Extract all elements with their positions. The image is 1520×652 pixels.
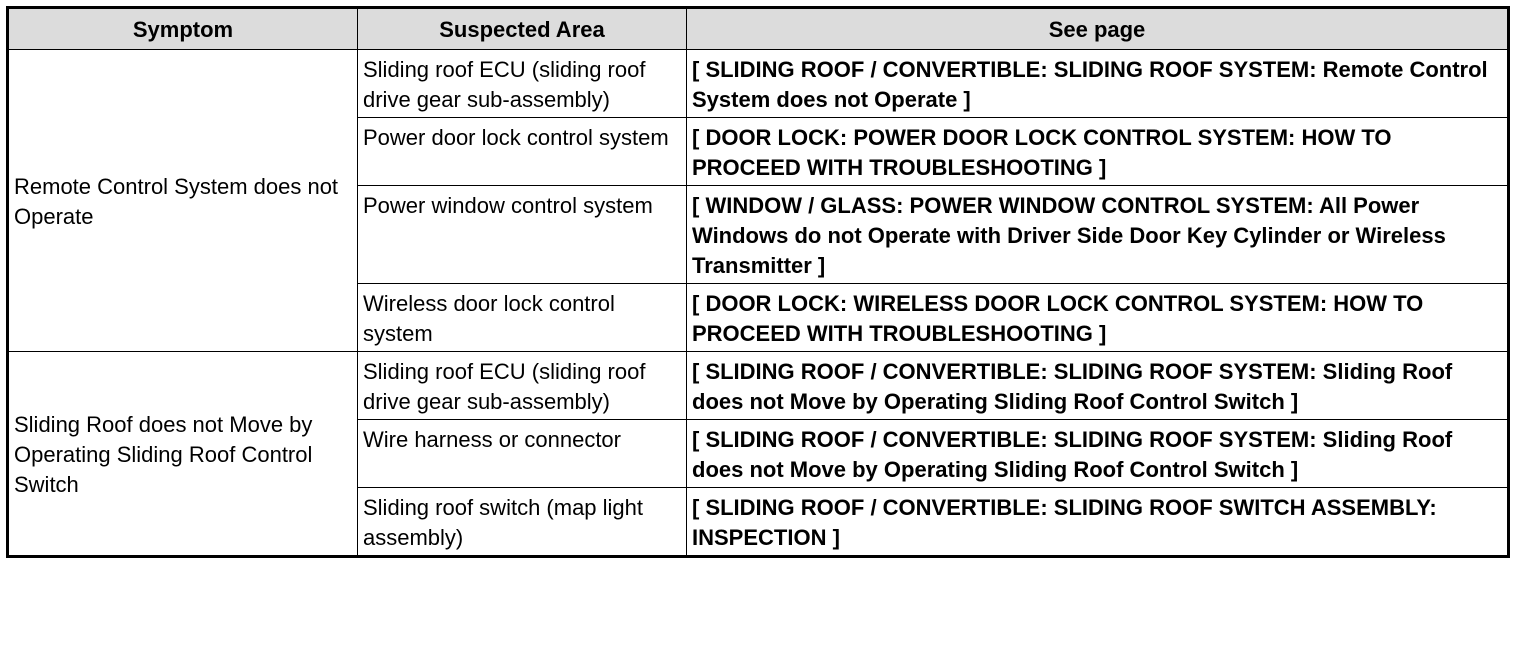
table-row [8, 50, 1509, 118]
suspected-area-cell: Wireless door lock control system [358, 284, 687, 352]
troubleshooting-table [6, 6, 1510, 558]
see-page-link[interactable]: [ DOOR LOCK: POWER DOOR LOCK CONTROL SYSTEM: HOW TO PROCEED WITH TROUBLESHOOTING ] [687, 118, 1509, 186]
see-page-link[interactable]: [ WINDOW / GLASS: POWER WINDOW CONTROL SYSTEM: All Power Windows do not Operate with Driver Side Door Key Cylinder or Wireless Transmitter ] [687, 186, 1509, 284]
suspected-area-cell: Power door lock control system [358, 118, 687, 186]
table-row [8, 352, 1509, 420]
suspected-area-cell: Wire harness or connector [358, 420, 687, 488]
suspected-area-column-header: Suspected Area [358, 8, 687, 50]
symptom-cell: Sliding Roof does not Move by Operating Sliding Roof Control Switch [8, 352, 358, 557]
table-header-row [8, 8, 1509, 50]
symptom-cell: Remote Control System does not Operate [8, 50, 358, 352]
see-page-column-header: See page [687, 8, 1509, 50]
suspected-area-cell: Sliding roof ECU (sliding roof drive gear sub-assembly) [358, 352, 687, 420]
suspected-area-cell: Sliding roof switch (map light assembly) [358, 488, 687, 557]
see-page-link[interactable]: [ DOOR LOCK: WIRELESS DOOR LOCK CONTROL SYSTEM: HOW TO PROCEED WITH TROUBLESHOOTING ] [687, 284, 1509, 352]
symptom-column-header: Symptom [8, 8, 358, 50]
see-page-link[interactable]: [ SLIDING ROOF / CONVERTIBLE: SLIDING ROOF SYSTEM: Sliding Roof does not Move by Operating Sliding Roof Control Switch ] [687, 352, 1509, 420]
see-page-link[interactable]: [ SLIDING ROOF / CONVERTIBLE: SLIDING ROOF SYSTEM: Remote Control System does not Operate ] [687, 50, 1509, 118]
see-page-link[interactable]: [ SLIDING ROOF / CONVERTIBLE: SLIDING ROOF SYSTEM: Sliding Roof does not Move by Operating Sliding Roof Control Switch ] [687, 420, 1509, 488]
suspected-area-cell: Power window control system [358, 186, 687, 284]
see-page-link[interactable]: [ SLIDING ROOF / CONVERTIBLE: SLIDING ROOF SWITCH ASSEMBLY: INSPECTION ] [687, 488, 1509, 557]
suspected-area-cell: Sliding roof ECU (sliding roof drive gear sub-assembly) [358, 50, 687, 118]
